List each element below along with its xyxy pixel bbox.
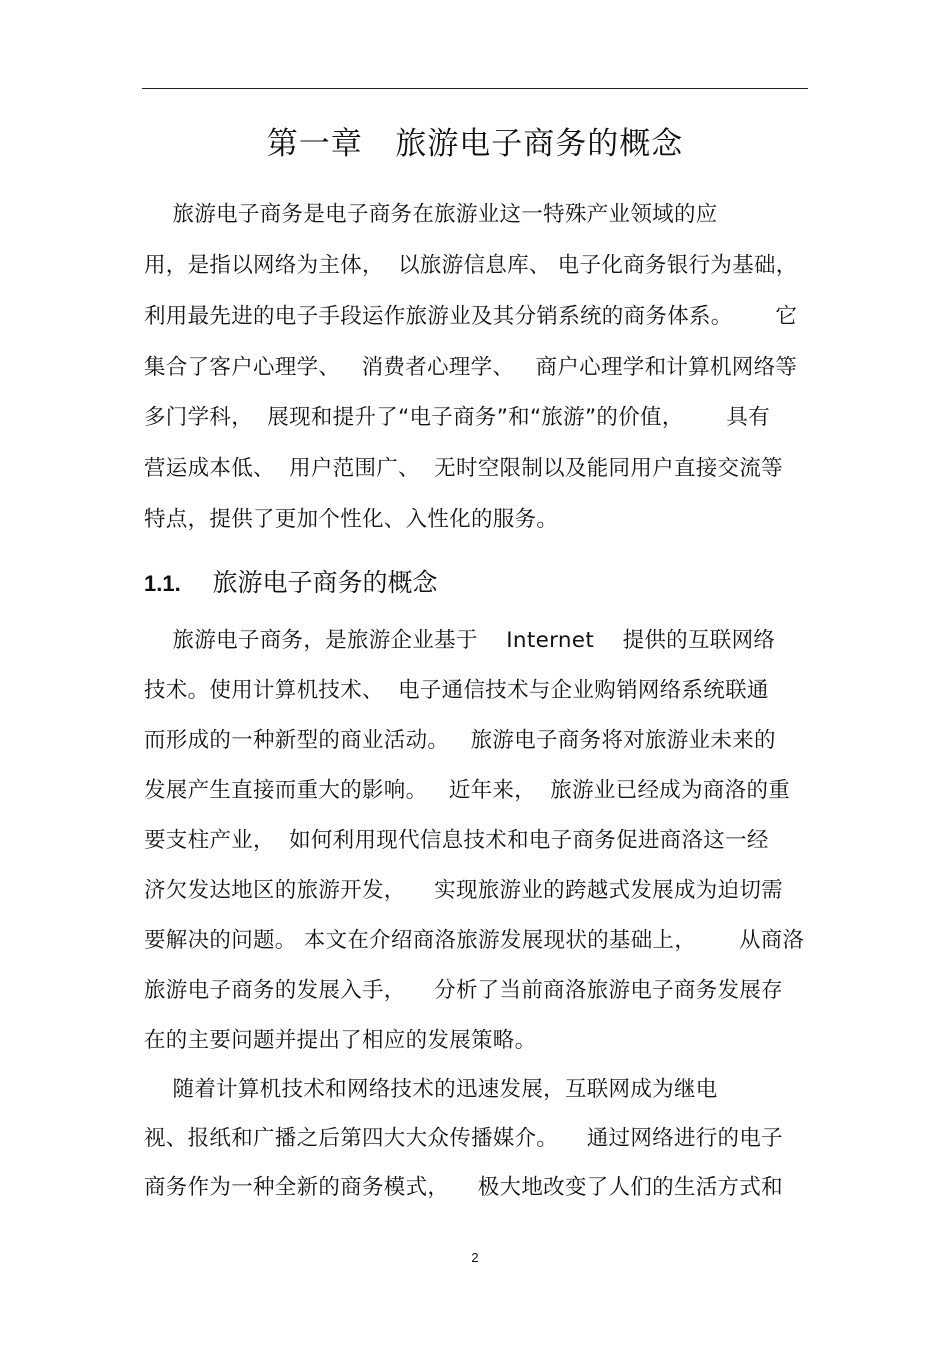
intro-line: 旅游电子商务是电子商务在旅游业这一特殊产业领域的应 — [144, 202, 718, 227]
section-heading — [144, 566, 438, 601]
body-line: 视、报纸和广播之后第四大大众传播媒介。 通过网络进行的电子 — [144, 1126, 783, 1151]
section-number: 1.1. — [144, 571, 181, 596]
intro-line: 特点，提供了更加个性化、入性化的服务。 — [144, 507, 559, 532]
section-line: 发展产生直接而重大的影响。 近年来， 旅游业已经成为商洛的重 — [144, 778, 791, 803]
body-line: 随着计算机技术和网络技术的迅速发展，互联网成为继电 — [144, 1077, 718, 1102]
section-line: 技术。使用计算机技术、 电子通信技术与企业购销网络系统联通 — [144, 678, 769, 703]
section-title: 旅游电子商务的概念 — [212, 568, 438, 597]
section-line: 在的主要问题并提出了相应的发展策略。 — [144, 1028, 537, 1053]
section-line: 而形成的一种新型的商业活动。 旅游电子商务将对旅游业未来的 — [144, 728, 776, 753]
body-line: 商务作为一种全新的商务模式， 极大地改变了人们的生活方式和 — [144, 1175, 783, 1200]
intro-line: 利用最先进的电子手段运作旅游业及其分销系统的商务体系。 它 — [144, 304, 798, 329]
page-number: 2 — [471, 1250, 479, 1265]
intro-line: 多门学科， 展现和提升了“电子商务”和“旅游”的价值， 具有 — [144, 405, 771, 430]
section-line: 要解决的问题。 本文在介绍商洛旅游发展现状的基础上， 从商洛 — [144, 928, 805, 953]
intro-line: 用，是指以网络为主体， 以旅游信息库、 电子化商务银行为基础， — [144, 253, 798, 278]
intro-line: 集合了客户心理学、 消费者心理学、 商户心理学和计算机网络等 — [144, 355, 798, 380]
section-line: 要支柱产业， 如何利用现代信息技术和电子商务促进商洛这一经 — [144, 828, 769, 853]
section-line: 旅游电子商务的发展入手， 分析了当前商洛旅游电子商务发展存 — [144, 978, 783, 1003]
intro-line: 营运成本低、 用户范围广、 无时空限制以及能同用户直接交流等 — [144, 456, 783, 481]
section-line: 旅游电子商务，是旅游企业基于 Internet 提供的互联网络 — [144, 628, 776, 653]
header-rule — [142, 88, 808, 89]
chapter-title: 第一章 旅游电子商务的概念 — [266, 126, 684, 162]
section-line: 济欠发达地区的旅游开发， 实现旅游业的跨越式发展成为迫切需 — [144, 878, 783, 903]
